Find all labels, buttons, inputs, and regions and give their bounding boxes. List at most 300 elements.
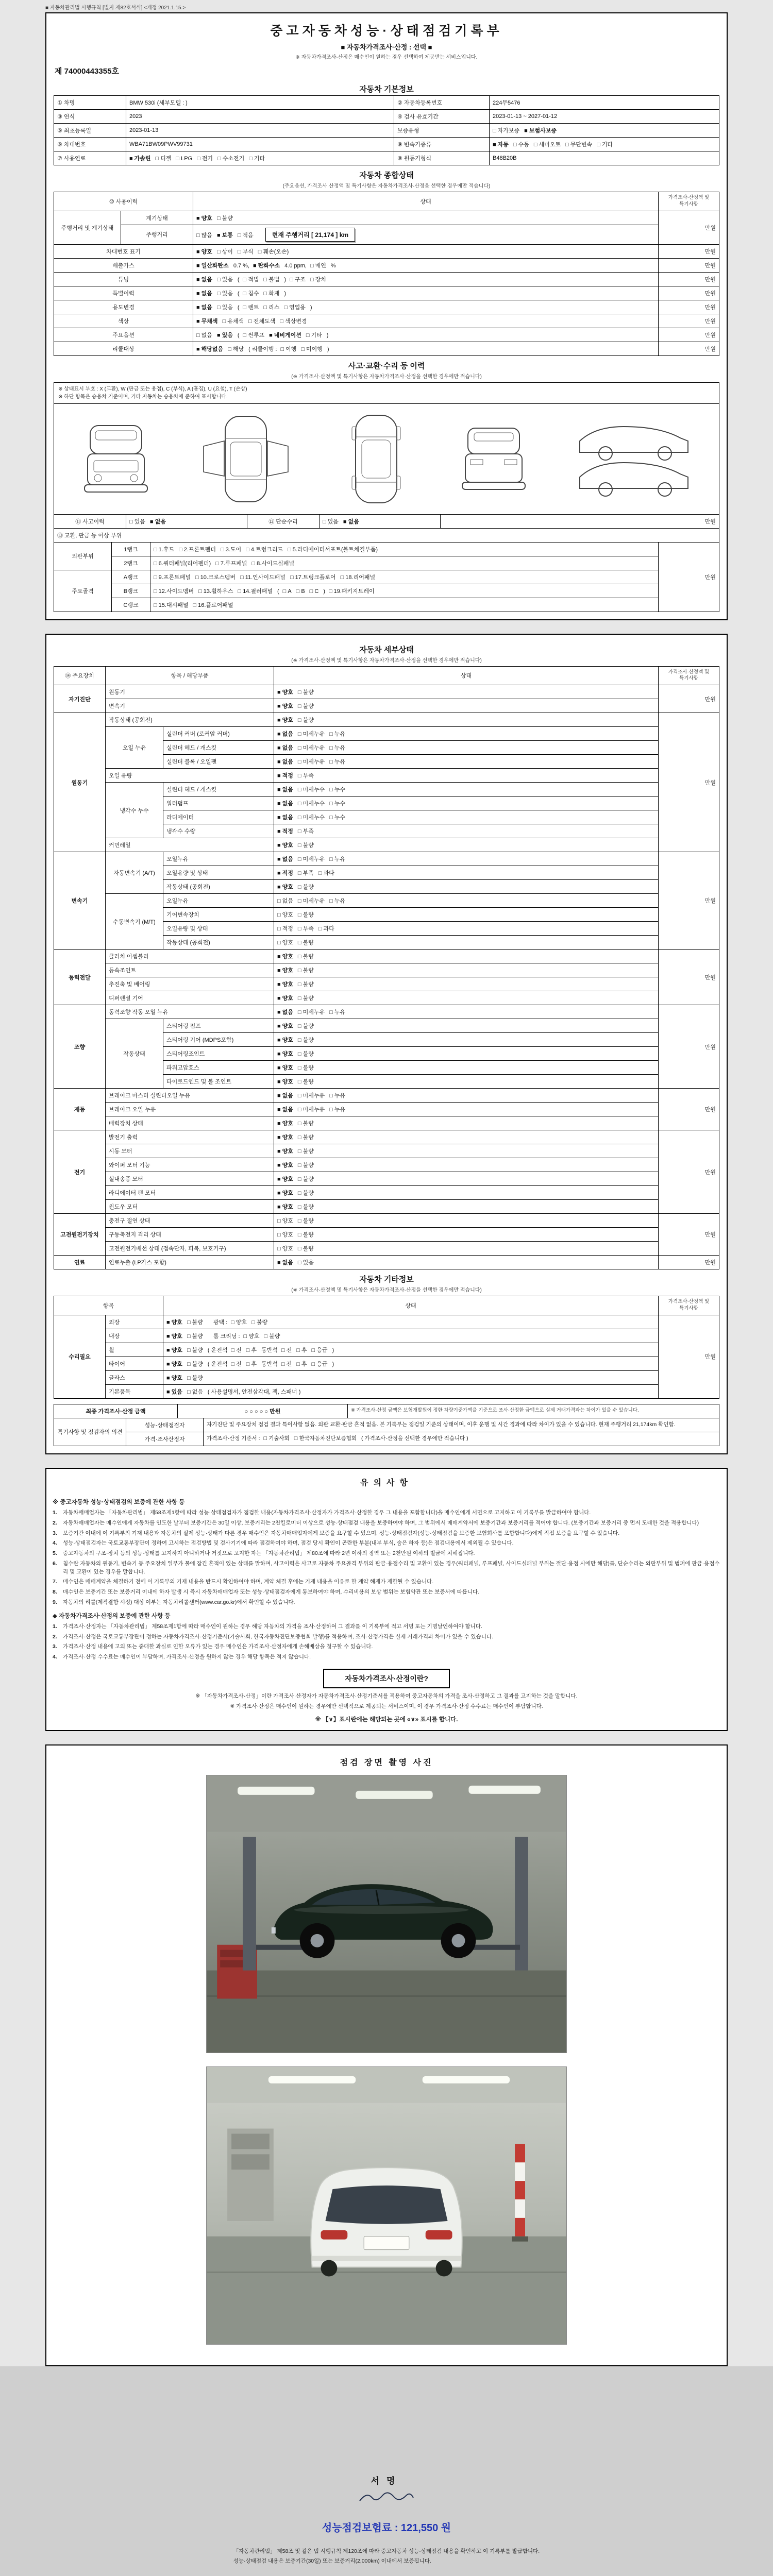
checkbox-label: 미세누유 bbox=[303, 1107, 325, 1113]
checkbox-icon: □ bbox=[297, 1121, 301, 1127]
checkbox-option bbox=[298, 1077, 314, 1086]
value-cell bbox=[163, 1370, 659, 1384]
checkbox-option bbox=[298, 1161, 314, 1169]
checkbox-option bbox=[196, 275, 212, 283]
value-cell bbox=[150, 584, 659, 598]
label-cell: ④ 검사 유효기간 bbox=[394, 110, 490, 124]
label-cell: 색상 bbox=[54, 314, 193, 328]
checkbox-option bbox=[252, 559, 295, 567]
notice-number: 3. bbox=[53, 1530, 57, 1536]
checkbox-option bbox=[166, 1360, 182, 1368]
form-table bbox=[54, 666, 719, 1270]
checkbox-option bbox=[263, 303, 279, 311]
checkbox-icon: □ bbox=[246, 546, 249, 553]
text-segment: ( bbox=[237, 290, 240, 297]
value-cell: 스티어링 펌프 bbox=[163, 1019, 274, 1033]
checkbox-icon: □ bbox=[297, 801, 301, 807]
checkbox-label: 과다 bbox=[323, 870, 334, 877]
checkbox-icon: □ bbox=[301, 346, 305, 352]
value-cell bbox=[320, 514, 441, 528]
checkbox-icon: ■ bbox=[277, 815, 281, 821]
checkbox-icon: □ bbox=[251, 1319, 255, 1326]
label-cell: 상태 bbox=[193, 192, 659, 211]
checkbox-icon: □ bbox=[513, 142, 517, 148]
value-cell: 타이로드엔드 및 볼 조인트 bbox=[163, 1075, 274, 1089]
checkbox-label: 없음 bbox=[282, 856, 293, 863]
checkbox-label: 장치 bbox=[315, 276, 326, 283]
checkbox-icon: □ bbox=[297, 828, 301, 835]
label-cell: 차대번호 표기 bbox=[54, 244, 193, 258]
checkbox-option bbox=[298, 1244, 314, 1252]
checkbox-label: 5.라디에이터서포트(볼트체결부품) bbox=[292, 546, 378, 553]
checkbox-label: 양호 bbox=[282, 1246, 293, 1252]
notice-text: 자동차의 리콜(제작결함 시정) 대상 여부는 자동차리콜센터(www.car.go.kr)에서 확인할 수 있습니다. bbox=[63, 1599, 295, 1605]
checkbox-icon: □ bbox=[329, 1107, 333, 1113]
checkbox-icon: □ bbox=[565, 142, 569, 148]
value-cell bbox=[193, 328, 659, 342]
label-cell: C랭크 bbox=[112, 598, 150, 612]
label-cell: ① 차명 bbox=[54, 96, 126, 110]
checkbox-icon: □ bbox=[306, 332, 310, 338]
value-cell bbox=[274, 950, 659, 963]
checkbox-label: 양호 bbox=[282, 1204, 293, 1211]
value-cell: 클러치 어셈블리 bbox=[106, 950, 274, 963]
checkbox-option bbox=[277, 1008, 293, 1016]
checkbox-label: 양호 bbox=[282, 940, 293, 946]
checkbox-label: 불량 bbox=[303, 842, 314, 849]
overall-condition-table bbox=[54, 192, 719, 356]
checkbox-label: 가솔린 bbox=[134, 156, 151, 162]
checkbox-option bbox=[513, 140, 529, 148]
value-cell: 만원 bbox=[659, 328, 719, 342]
value-cell: 충전구 절연 상태 bbox=[106, 1214, 274, 1228]
checkbox-icon: □ bbox=[329, 745, 333, 752]
checkbox-label: 없음 bbox=[282, 1009, 293, 1016]
label-cell: 변속기 bbox=[54, 852, 106, 950]
checkbox-option bbox=[277, 771, 293, 779]
value-cell bbox=[274, 796, 659, 810]
checkbox-option bbox=[166, 1374, 182, 1382]
label-cell: 계기상태 bbox=[121, 211, 193, 225]
value-cell bbox=[274, 1019, 659, 1033]
checkbox-label: 화재 bbox=[268, 290, 280, 297]
checkbox-option bbox=[298, 1133, 314, 1141]
notice-line bbox=[53, 1519, 720, 1528]
label-cell: 주행거리 및 계기상태 bbox=[54, 211, 121, 244]
checkbox-option bbox=[277, 730, 293, 738]
checkbox-label: 누수 bbox=[334, 815, 346, 821]
checkbox-option bbox=[298, 827, 314, 835]
checkbox-icon: □ bbox=[290, 276, 293, 283]
section-sub-accident: (※ 가격조사·산정액 및 특기사항은 자동차가격조사·산정을 선택한 경우에만 적습니다) bbox=[291, 374, 482, 380]
checkbox-option bbox=[310, 261, 326, 269]
checkbox-option bbox=[298, 1008, 325, 1016]
checkbox-option bbox=[277, 980, 293, 988]
value-cell bbox=[274, 1200, 659, 1214]
value-cell: ※ 가격조사·산정 금액은 보험개발원이 정한 차량기준가액을 기준으로 조사·산정한 금액으로 실제 거래가격과는 차이가 있을 수 있습니다. bbox=[348, 1404, 719, 1418]
checkbox-option bbox=[277, 799, 293, 807]
value-cell bbox=[274, 1130, 659, 1144]
checkbox-option bbox=[298, 1049, 314, 1058]
checkbox-label: 적정 bbox=[282, 870, 293, 877]
checkbox-label: 불량 bbox=[303, 1204, 314, 1211]
checkbox-icon: □ bbox=[329, 787, 333, 793]
checkbox-icon: □ bbox=[297, 926, 301, 933]
checkbox-label: 불량 bbox=[303, 1134, 314, 1141]
checkbox-option bbox=[298, 1119, 314, 1127]
checkbox-option bbox=[251, 1318, 267, 1326]
checkbox-icon: □ bbox=[246, 1361, 250, 1367]
checkbox-option bbox=[301, 345, 323, 353]
checkbox-icon: □ bbox=[297, 912, 301, 919]
checkbox-icon: ■ bbox=[277, 1051, 281, 1058]
notice-number: 1. bbox=[53, 1623, 57, 1630]
value-cell bbox=[150, 542, 659, 556]
checkbox-option bbox=[277, 716, 293, 724]
label-cell: 수리필요 bbox=[54, 1315, 106, 1398]
value-cell: 휠 bbox=[106, 1343, 163, 1357]
checkbox-label: 4.트렁크리드 bbox=[250, 546, 283, 553]
checkbox-option bbox=[298, 910, 314, 919]
text-segment: ( bbox=[237, 304, 240, 311]
checkbox-option bbox=[597, 140, 613, 148]
checkbox-label: 전기 bbox=[201, 156, 213, 162]
inspection-photo-white-car-rear bbox=[206, 2066, 567, 2345]
notice-text: 중고자동차의 구조·장치 등의 성능·상태를 고지하지 아니하거나 거짓으로 고지한 자는 「자동차관리법」 제80조에 따라 2년 이하의 징역 또는 2천만원 이하의 벌금에 처해집니다. bbox=[63, 1550, 475, 1557]
checkbox-option bbox=[258, 247, 289, 256]
checkbox-icon: ■ bbox=[129, 156, 133, 162]
checkbox-option bbox=[343, 517, 359, 526]
checkbox-option bbox=[296, 588, 305, 595]
car-damage-diagrams bbox=[54, 403, 719, 515]
label-cell: ⑫ 단순수리 bbox=[247, 514, 320, 528]
value-cell bbox=[274, 1061, 659, 1075]
checkbox-label: 보통 bbox=[222, 232, 233, 239]
checkbox-label: 양호 bbox=[282, 1148, 293, 1155]
checkbox-label: 불량 bbox=[303, 912, 314, 919]
value-cell bbox=[274, 1116, 659, 1130]
checkbox-option bbox=[240, 573, 285, 581]
label-cell: 동력전달 bbox=[54, 950, 106, 1005]
value-cell: 만원 bbox=[441, 514, 719, 528]
checkbox-icon: □ bbox=[288, 546, 291, 553]
checkbox-icon: ■ bbox=[277, 717, 281, 724]
checkbox-option bbox=[296, 1360, 307, 1368]
checkbox-icon: □ bbox=[297, 1162, 301, 1169]
checkbox-label: 불량 bbox=[303, 995, 314, 1002]
value-cell: 시동 모터 bbox=[106, 1144, 274, 1158]
checkbox-label: 응급 bbox=[316, 1347, 328, 1353]
notice-number: 9. bbox=[53, 1599, 57, 1605]
label-cell: 자기진단 bbox=[54, 685, 106, 713]
notice-text: 가격조사·산정 내용에 고의 또는 중대한 과실로 인한 오류가 있는 경우 매수인은 가격조사·산정자에게 손해배상을 청구할 수 있습니다. bbox=[63, 1643, 373, 1650]
checkbox-option bbox=[246, 1360, 257, 1368]
checkbox-option bbox=[231, 1346, 241, 1354]
section-title-accident: 사고·교환·수리 등 이력 bbox=[348, 361, 425, 370]
checkbox-icon: ■ bbox=[196, 215, 200, 222]
checkbox-icon: ■ bbox=[277, 1107, 281, 1113]
checkbox-label: 10.크로스멤버 bbox=[200, 574, 236, 581]
checkbox-icon: □ bbox=[187, 1361, 191, 1367]
checkbox-option bbox=[277, 1105, 293, 1113]
notice-line bbox=[53, 1539, 720, 1548]
label-cell: ⑤ 최초등록일 bbox=[54, 124, 126, 138]
value-cell: 만원 bbox=[659, 713, 719, 852]
checkbox-label: 양호 bbox=[282, 1134, 293, 1141]
value-cell bbox=[193, 272, 659, 286]
notice-number: 3. bbox=[53, 1643, 57, 1650]
checkbox-icon: ■ bbox=[277, 1121, 281, 1127]
form-table bbox=[54, 1404, 719, 1418]
signature-label: 서명 bbox=[371, 2476, 402, 2486]
label-cell: 가격조사·산정액 및 특기사항 bbox=[659, 1296, 719, 1315]
label-cell: 상태 bbox=[163, 1296, 659, 1315]
checkbox-option bbox=[269, 331, 301, 339]
checkbox-icon: □ bbox=[309, 588, 313, 595]
checkbox-label: 리스 bbox=[268, 304, 280, 311]
value-cell: 만원 bbox=[659, 286, 719, 300]
checkbox-label: 없음 bbox=[201, 276, 212, 283]
checkbox-icon: □ bbox=[277, 1232, 281, 1239]
checkbox-label: 기술사회 bbox=[268, 1435, 290, 1442]
label-cell: ③ 연식 bbox=[54, 110, 126, 124]
checkbox-label: 양호 bbox=[282, 1037, 293, 1044]
checkbox-option bbox=[187, 1318, 203, 1326]
checkbox-option bbox=[166, 1387, 182, 1396]
checkbox-icon: ■ bbox=[277, 1093, 281, 1099]
checkbox-option bbox=[243, 331, 265, 339]
checkbox-label: 있음 bbox=[222, 304, 233, 311]
checkbox-label: 일산화탄소 bbox=[201, 262, 229, 269]
checkbox-label: 불량 bbox=[222, 215, 233, 222]
checkbox-label: 양호 bbox=[282, 981, 293, 988]
checkbox-label: 9.프론트패널 bbox=[158, 574, 191, 581]
checkbox-icon: □ bbox=[155, 156, 159, 162]
value-cell bbox=[163, 1384, 659, 1398]
checkbox-label: 양호 bbox=[282, 912, 293, 919]
value-cell: 윈도우 모터 bbox=[106, 1200, 274, 1214]
value-cell bbox=[193, 286, 659, 300]
checkbox-option bbox=[249, 154, 265, 162]
notice-number: 1. bbox=[53, 1510, 57, 1516]
text-segment: ( 가격조사·산정을 선택한 경우에만 적습니다 ) bbox=[361, 1435, 468, 1442]
value-cell bbox=[274, 894, 659, 908]
checkbox-label: 6.쿼터패널(리어펜더) bbox=[158, 560, 211, 567]
checkbox-option bbox=[298, 1063, 314, 1072]
checkbox-icon: ■ bbox=[493, 142, 496, 148]
value-cell: 워터펌프 bbox=[163, 796, 274, 810]
checkbox-option bbox=[298, 730, 325, 738]
checkbox-icon: □ bbox=[297, 1190, 301, 1197]
notice-line bbox=[53, 1716, 720, 1724]
checkbox-label: 유채색 bbox=[227, 318, 244, 325]
checkbox-option bbox=[329, 855, 345, 863]
checkbox-option bbox=[329, 896, 345, 905]
checkbox-label: 매연 bbox=[315, 262, 326, 269]
checkbox-label: 부식 bbox=[242, 248, 254, 255]
checkbox-icon: □ bbox=[176, 156, 180, 162]
checkbox-label: 미이행 bbox=[306, 346, 323, 352]
checkbox-icon: ■ bbox=[277, 995, 281, 1002]
value-cell: 만원 bbox=[659, 950, 719, 1005]
checkbox-label: 불량 bbox=[269, 1333, 280, 1340]
value-cell: 파워고압호스 bbox=[163, 1061, 274, 1075]
text-segment: 동반석 bbox=[261, 1347, 278, 1353]
checkbox-icon: □ bbox=[216, 248, 221, 255]
checkbox-label: 18.리어패널 bbox=[345, 574, 376, 581]
checkbox-option bbox=[166, 1346, 182, 1354]
checkbox-label: 불법 bbox=[268, 276, 280, 283]
checkbox-icon: □ bbox=[297, 856, 301, 863]
price-appraisal-info-box: 자동차가격조사·산정이란? bbox=[323, 1669, 450, 1688]
checkbox-icon: □ bbox=[280, 346, 284, 352]
value-cell: 브레이크 오일 누유 bbox=[106, 1103, 274, 1116]
page-subtitle-note: ※ 자동차가격조사·산정은 매수인이 원하는 경우 선택하여 제공받는 서비스입니다. bbox=[295, 55, 478, 60]
checkbox-option bbox=[524, 126, 557, 134]
label-cell: 특기사항 및 점검자의 의견 bbox=[54, 1418, 126, 1446]
checkbox-icon: □ bbox=[296, 1361, 300, 1367]
checkbox-icon: □ bbox=[296, 588, 300, 595]
text-segment: ( bbox=[237, 276, 240, 283]
checkbox-icon: □ bbox=[297, 1051, 301, 1058]
car-diagram-top-open bbox=[194, 410, 297, 508]
checkbox-option bbox=[244, 1332, 260, 1340]
form-table bbox=[54, 192, 719, 356]
checkbox-icon: □ bbox=[310, 262, 314, 269]
checkbox-option bbox=[231, 1360, 241, 1368]
notice-text: 가격조사·산정은 국토교통부장관이 정하는 자동차가격조사·산정기준서(기술사회, 한국자동차진단보증협회 발행)를 적용하며, 조사·산정가격은 실제 거래가격과 차이가 있을 수 있습니다. bbox=[63, 1633, 494, 1640]
checkbox-icon: □ bbox=[154, 588, 157, 595]
checkbox-label: 양호 bbox=[236, 1319, 247, 1326]
label-cell: 상태 bbox=[274, 666, 659, 685]
value-cell bbox=[274, 727, 659, 741]
checkbox-label: 양호 bbox=[171, 1361, 182, 1367]
checkbox-icon: □ bbox=[297, 898, 301, 905]
value-cell bbox=[274, 1172, 659, 1186]
text-segment: ) bbox=[327, 346, 329, 352]
label-cell: A랭크 bbox=[112, 570, 150, 584]
checkbox-label: 기타 bbox=[601, 142, 613, 148]
value-cell bbox=[274, 685, 659, 699]
section-title-misc: 자동차 기타정보 bbox=[359, 1275, 414, 1284]
checkbox-option bbox=[129, 154, 151, 162]
value-cell: B48B20B bbox=[490, 151, 719, 165]
checkbox-icon: □ bbox=[297, 968, 301, 974]
checkbox-label: 없음 bbox=[282, 759, 293, 766]
checkbox-option bbox=[277, 841, 293, 849]
checkbox-icon: □ bbox=[297, 717, 301, 724]
label-cell: 성능·상태점검자 bbox=[126, 1418, 204, 1432]
page-title: 중고자동차성능·상태점검기록부 bbox=[270, 24, 503, 38]
checkbox-option bbox=[238, 587, 273, 595]
checkbox-option bbox=[217, 154, 244, 162]
checkbox-label: 불량 bbox=[303, 1023, 314, 1030]
checkbox-option bbox=[176, 156, 192, 162]
checkbox-label: 미세누수 bbox=[303, 787, 325, 793]
checkbox-option bbox=[298, 1091, 325, 1099]
checkbox-label: 불량 bbox=[303, 1079, 314, 1086]
value-cell: 와이퍼 모터 기능 bbox=[106, 1158, 274, 1172]
label-cell: 항목 bbox=[54, 1296, 163, 1315]
checkbox-icon: ■ bbox=[277, 981, 281, 988]
checkbox-icon: □ bbox=[222, 318, 226, 325]
value-cell bbox=[274, 936, 659, 950]
checkbox-label: 썬루프 bbox=[248, 332, 265, 338]
checkbox-icon: □ bbox=[215, 560, 219, 567]
checkbox-label: 기타 bbox=[311, 332, 322, 338]
checkbox-label: 누유 bbox=[334, 1009, 346, 1016]
checkbox-option bbox=[306, 331, 322, 339]
checkbox-label: 양호 bbox=[171, 1347, 182, 1353]
value-cell: 발전기 출력 bbox=[106, 1130, 274, 1144]
checkbox-option bbox=[129, 517, 145, 526]
checkbox-label: 수소전기 bbox=[222, 156, 245, 162]
checkbox-option bbox=[329, 743, 345, 752]
label-cell: 배출가스 bbox=[54, 258, 193, 272]
checkbox-option bbox=[298, 869, 314, 877]
label-cell: 고전원전기장치 bbox=[54, 1214, 106, 1256]
checkbox-label: C bbox=[314, 588, 319, 595]
checkbox-option bbox=[150, 517, 166, 526]
notice-text: 보증기간 이내에 이 기록부의 기재 내용과 자동차의 실제 성능·상태가 다른 경우 매수인은 자동차매매업자에게 보증을 요구할 수 있으며, 성능·상태점검자(성능·상태점검을 보증한 보험회사를 포함합니다)에게 직접 보증을 요구할 수 있습니다. bbox=[63, 1530, 620, 1536]
checkbox-label: 무단변속 bbox=[570, 142, 593, 148]
checkbox-label: 3.도어 bbox=[225, 546, 242, 553]
form-table bbox=[54, 95, 719, 165]
checkbox-option bbox=[296, 1346, 307, 1354]
checkbox-label: 불량 bbox=[303, 1162, 314, 1169]
notice-line bbox=[53, 1623, 720, 1631]
checkbox-label: 양호 bbox=[171, 1333, 182, 1340]
checkbox-icon: □ bbox=[237, 248, 241, 255]
checkbox-label: 적음 bbox=[242, 232, 254, 239]
value-cell: 글라스 bbox=[106, 1370, 163, 1384]
text-segment: 가격조사·산정 기준서 : bbox=[207, 1435, 260, 1442]
checkbox-option bbox=[298, 1147, 314, 1155]
checkbox-label: 19.패키지트레이 bbox=[333, 588, 375, 595]
checkbox-icon: ■ bbox=[277, 968, 281, 974]
checkbox-label: 양호 bbox=[282, 1218, 293, 1225]
checkbox-option bbox=[565, 140, 592, 148]
checkbox-icon: □ bbox=[231, 1319, 234, 1326]
checkbox-label: 양호 bbox=[282, 717, 293, 724]
value-cell bbox=[274, 824, 659, 838]
detail-condition-table bbox=[54, 666, 719, 1270]
checkbox-option bbox=[277, 994, 293, 1002]
notice-number: 5. bbox=[53, 1550, 57, 1557]
checkbox-option bbox=[298, 952, 314, 960]
checkbox-label: 없음 bbox=[282, 801, 293, 807]
value-cell: 오일유량 및 상태 bbox=[163, 866, 274, 880]
checkbox-icon: ■ bbox=[196, 248, 200, 255]
value-cell: 실린더 헤드 / 개스킷 bbox=[163, 741, 274, 755]
checkbox-label: 부족 bbox=[303, 870, 314, 877]
checkbox-icon: □ bbox=[297, 981, 301, 988]
checkbox-option bbox=[277, 1230, 293, 1239]
checkbox-icon: ■ bbox=[216, 332, 221, 338]
checkbox-label: 없음 bbox=[155, 518, 166, 525]
checkbox-option bbox=[329, 813, 345, 821]
checkbox-icon: □ bbox=[297, 1260, 301, 1266]
label-cell: ⑪ 사고이력 bbox=[54, 514, 126, 528]
notice-title: 유의사항 bbox=[360, 1478, 413, 1487]
value-cell: 수동변속기 (M/T) bbox=[106, 894, 163, 950]
checkbox-option bbox=[280, 317, 307, 325]
checkbox-icon: □ bbox=[198, 588, 202, 595]
checkbox-option bbox=[298, 716, 314, 724]
checkbox-option bbox=[277, 924, 293, 933]
checkbox-label: 미세누수 bbox=[303, 815, 325, 821]
checkbox-icon: □ bbox=[154, 546, 157, 553]
